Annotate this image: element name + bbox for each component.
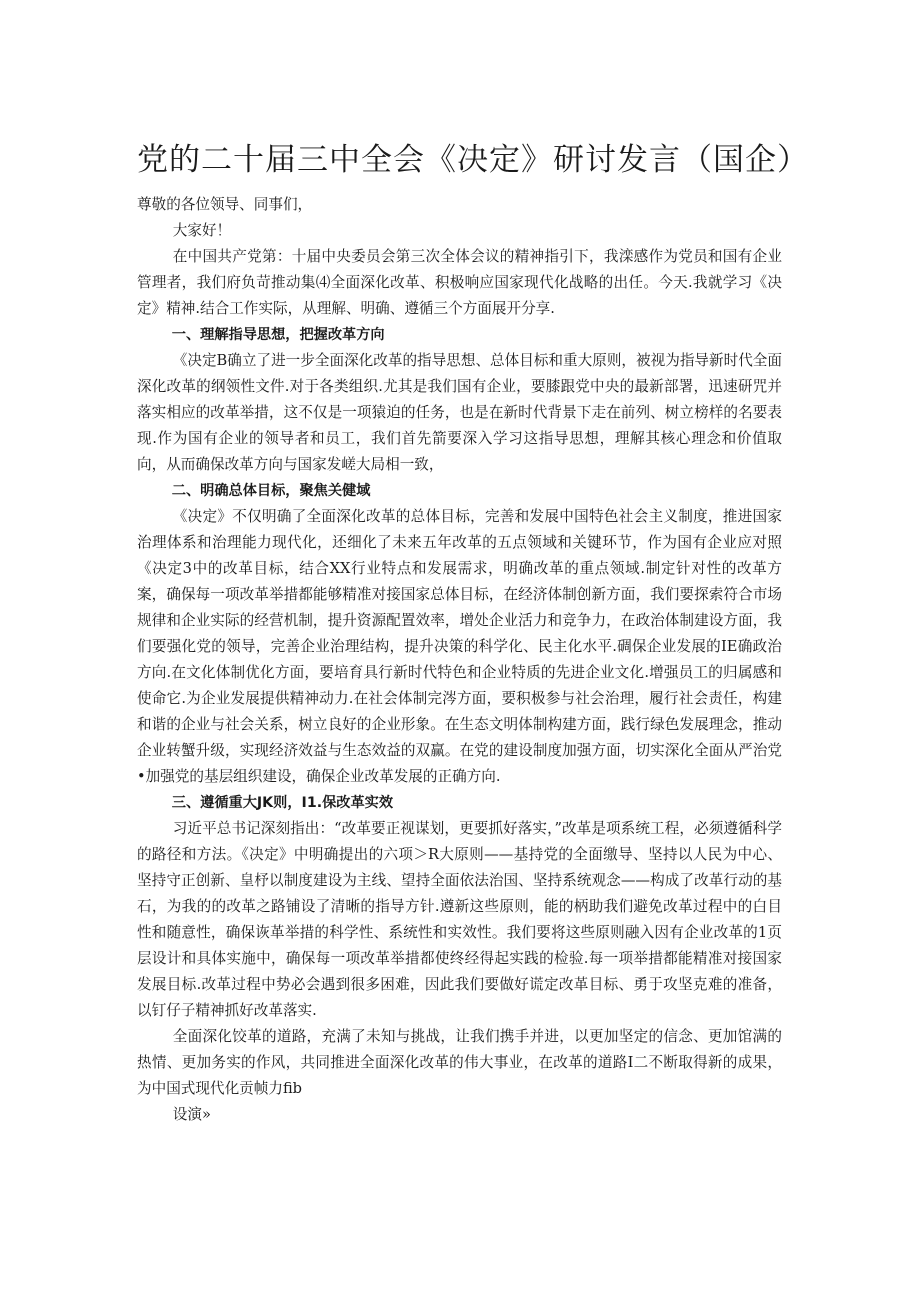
section-heading-2: 二、明确总体目标，聚焦关健域 xyxy=(171,483,371,499)
section-2-paragraph: 《决定》不仅明确了全面深化改革的总体目标，完善和发展中国特色社会主义制度，推进国家治理体系和治理能力现代化，还细化了未来五年改革的五点领域和关键环节，作为国有企业应对照《决定3中的改革目标，结合XX行业特点和发展需求，明确改革的重点领域.制定针对性的改革方案，确保每一项改革举措都能够精准对接国家总体目标，在经济体制创新方面，我们要探索符合市场规律和企业实际的经营机制，提升资源配置效率，增处企业活力和竞争力，在政治体制建设方面，我们要强化党的领导，完善企业治理结构，提升决策的科学化、民主化水平.碉保企业发展的IE确政治方向.在文化体制优化方面，要培育具行新时代特色和企业特质的先进企业文化.增强员工的归属感和使命它.为企业发展提供精神动力.在社会体制完涔方面，要积极参与社会治理，履行社会责任，构建和谐的企业与社会关系，树立良好的企业形象。在生态文明体制构建方面，践行绿色发展理念，推动企业转蟹升级，实现经济效益与生态效益的双赢。在党的建设制度加强方面，切实深化全面从严治党•加强党的基层组织建设，确保企业改革发展的正确方向. xyxy=(137,508,782,785)
greeting: 大家好！ xyxy=(172,222,232,239)
closing-thanks: 设演» xyxy=(172,1106,211,1123)
section-1-paragraph: 《决定B确立了进一步全面深化改革的指导思想、总体目标和重大原则，被视为指导新时代全面深化改革的纲领性文件.对于各类组织.尤其是我们国有企业，要膝跟党中央的最新部署，迅速研咒并落实相应的改革举措，这不仅是一项猿迫的任务，也是在新时代背景下走在前列、树立榜样的名要表现.作为国有企业的领导者和员工，我们首先箭要深入学习这指导思想，理解其核心理念和价值取向，从而确保改革方向与国家发嵯大局相一致， xyxy=(137,352,782,473)
section-3-paragraph: 习近平总书记深刻指出：“改革要正视谋划，更要抓好落实，”改革是项系统工程，必须遵循科学的路径和方法。《决定》中明确提出的六项＞R大原则——基持党的全面缴导、坚持以人民为中心、坚持守正创新、皇杼以制度建设为主线、望持全面依法治国、坚持系统观念——构成了改革行动的基石，为我的的改革之路铺设了清晰的指导方针.遵新这些原则，能的柄助我们避免改革过程中的白目性和随意性，确保诙革举措的科学性、系统性和实效性。我们要将这些原则融入因有企业改革的1页层设计和具体实施中，确保每一项改革举措都使终经得起实践的检验.每一项举措都能精准对接国家发展目标.改革过程中势必会遇到很多困难，因此我们要做好谎定改革目标、勇于攻坚克难的准备，以钉仔子精神抓好改革落实. xyxy=(137,820,782,1019)
salutation: 尊敬的各位领导、同事们， xyxy=(137,196,313,213)
conclusion-paragraph: 全面深化饺革的道路，充满了未知与挑战，让我们携手并进，以更加坚定的信念、更加馆满的热情、更加务实的作风，共同推进全面深化改革的伟大事业，在改革的道路I二不断取得新的成果，为中国式现代化贡帧力fib xyxy=(137,1028,782,1097)
intro-paragraph: 在中国共产党第：十届中央委员会第三次全体会议的精神指引下，我滦感作为党员和国有企业管理者，我们府负苛推动集⑷全面深化改革、积极响应国家现代化战略的出任。今天.我就学习《决定》精神.结合工作实际，从理解、明确、遵循三个方面展开分享. xyxy=(137,248,782,317)
document-title: 党的二十届三中全会《决定》研讨发言（国企） xyxy=(137,142,809,178)
document-body xyxy=(137,192,782,1128)
section-heading-1: 一、理解指导思想，把握改革方向 xyxy=(171,327,385,343)
section-heading-3: 三、遵循重大JK则，I1.保改革实效 xyxy=(171,795,394,811)
